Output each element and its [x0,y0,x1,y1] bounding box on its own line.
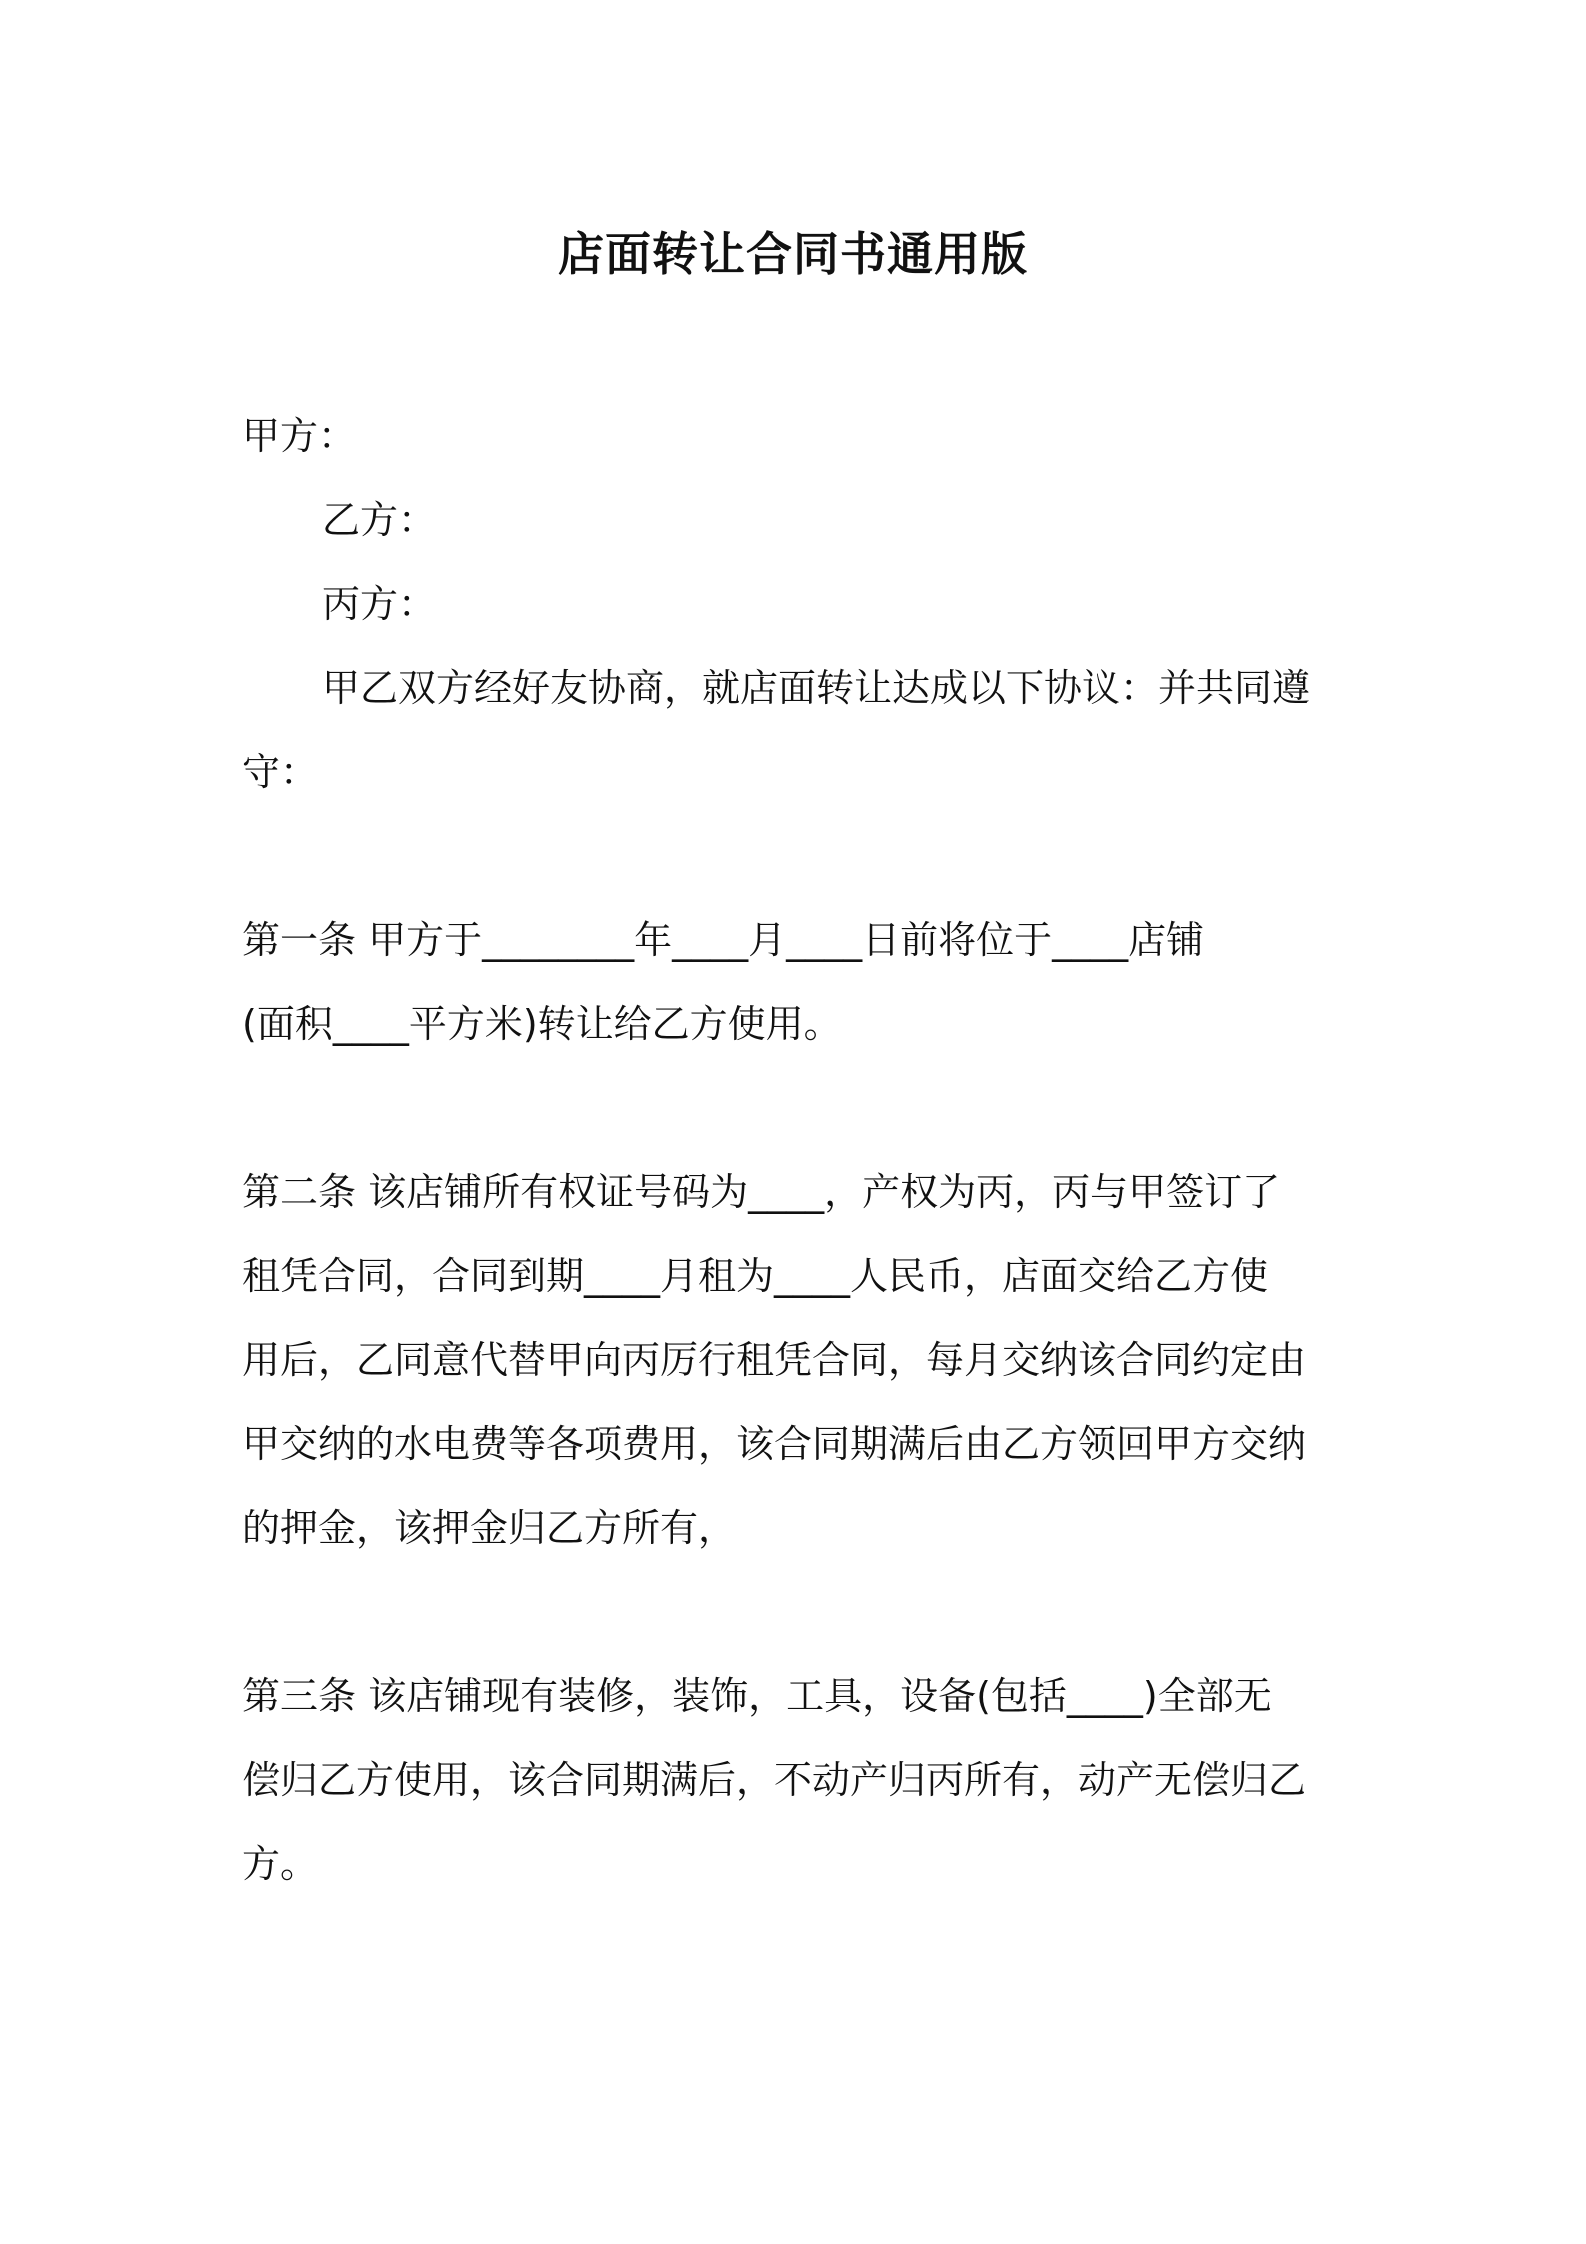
article-2-line-1: 第二条 该店铺所有权证号码为____，产权为丙，丙与甲签订了 [242,1170,1281,1214]
party-a-label: 甲方： [242,414,357,458]
article-1-line-1: 第一条 甲方于________年____月____日前将位于____店铺 [242,918,1205,962]
article-3-line-3: 方。 [242,1842,319,1886]
party-b-label: 乙方： [322,498,437,542]
article-2-line-4: 甲交纳的水电费等各项费用，该合同期满后由乙方领回甲方交纳 [242,1422,1307,1466]
article-2-line-3: 用后，乙同意代替甲向丙厉行租凭合同，每月交纳该合同约定由 [242,1338,1307,1382]
article-1-line-2: (面积____平方米)转让给乙方使用。 [242,1002,842,1046]
article-3-line-1: 第三条 该店铺现有装修，装饰，工具，设备(包括____)全部无 [242,1674,1272,1718]
preamble-line-2: 守： [242,750,319,794]
article-2-line-5: 的押金，该押金归乙方所有， [242,1506,737,1550]
preamble-line-1: 甲乙双方经好友协商，就店面转让达成以下协议：并共同遵 [322,666,1311,710]
article-3-line-2: 偿归乙方使用，该合同期满后，不动产归丙所有，动产无偿归乙 [242,1758,1307,1802]
document-title: 店面转让合同书通用版 [558,227,1028,281]
article-2-line-2: 租凭合同，合同到期____月租为____人民币，店面交给乙方使 [242,1254,1269,1298]
party-c-label: 丙方： [322,582,437,626]
